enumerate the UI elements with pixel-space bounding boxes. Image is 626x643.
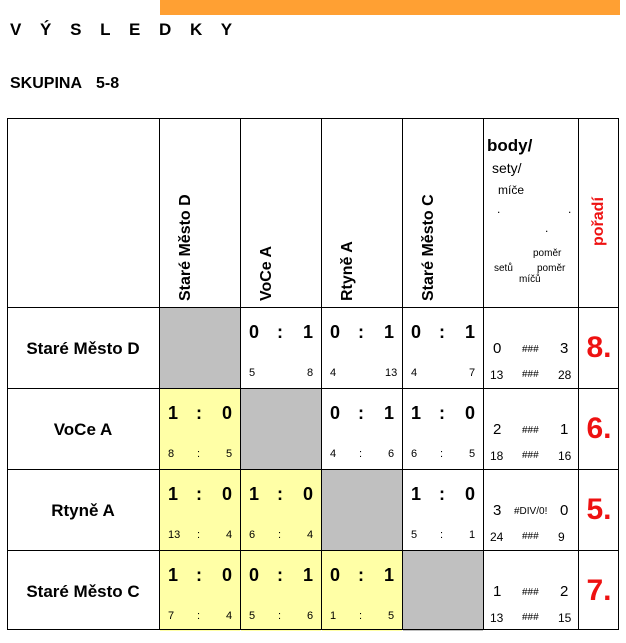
score-home: 0 — [330, 403, 341, 423]
legend-balls: míče — [498, 183, 525, 197]
set-score-home: 5 — [411, 529, 418, 541]
team-name: VoCe A — [53, 419, 113, 439]
score-away: 1 — [384, 565, 395, 585]
rank-value: 7. — [586, 574, 612, 607]
grid-line-horizontal — [7, 118, 619, 119]
group-label: SKUPINA — [10, 75, 83, 92]
sets-value: 3 — [560, 340, 569, 357]
set-score-separator: : — [197, 610, 201, 622]
score-separator: : — [358, 565, 364, 585]
score-separator: : — [439, 403, 445, 423]
grid-line-vertical — [159, 118, 160, 630]
ratio-value: 9 — [558, 530, 565, 544]
set-score-home: 8 — [168, 448, 175, 460]
score-away: 0 — [303, 484, 314, 504]
score-cell — [403, 470, 483, 550]
set-score-away: 5 — [388, 610, 395, 622]
balls-value: 13 — [490, 368, 504, 382]
sets-value: 1 — [560, 421, 569, 438]
score-away: 1 — [384, 322, 395, 342]
legend-ball-ratio-2: míčů — [519, 274, 541, 285]
score-away: 1 — [303, 322, 314, 342]
page-title: V Ý S L E D K Y — [10, 20, 240, 39]
rank-header — [579, 118, 619, 307]
grid-line-horizontal — [7, 469, 619, 470]
legend-header — [484, 118, 578, 307]
ratio-value: 15 — [558, 611, 572, 625]
set-score-home: 1 — [330, 610, 337, 622]
points-hash: ### — [522, 587, 539, 598]
score-home: 0 — [249, 565, 260, 585]
set-score-home: 5 — [249, 367, 256, 379]
balls-hash: ### — [522, 450, 539, 461]
score-separator: : — [277, 484, 283, 504]
score-away: 1 — [384, 403, 395, 423]
grid-line-vertical — [321, 118, 322, 630]
set-score-home: 4 — [330, 448, 337, 460]
score-cell — [160, 551, 240, 631]
score-away: 0 — [222, 403, 233, 423]
set-score-away: 7 — [469, 367, 476, 379]
grid-line-vertical — [7, 118, 8, 630]
column-header — [322, 118, 403, 307]
score-away: 0 — [222, 565, 233, 585]
points-hash: ### — [522, 344, 539, 355]
set-score-away: 4 — [226, 610, 233, 622]
balls-value: 18 — [490, 449, 504, 463]
set-score-away: 4 — [226, 529, 233, 541]
points-hash: #DIV/0! — [514, 506, 548, 517]
accent-bar — [160, 0, 620, 15]
score-away: 1 — [303, 565, 314, 585]
score-separator: : — [196, 565, 202, 585]
balls-value: 13 — [490, 611, 504, 625]
team-name: Staré Město C — [26, 581, 140, 601]
score-separator: : — [358, 403, 364, 423]
set-score-away: 5 — [226, 448, 233, 460]
score-home: 0 — [411, 322, 422, 342]
score-away: 0 — [465, 484, 476, 504]
sets-value: 2 — [560, 583, 569, 600]
score-separator: : — [277, 565, 283, 585]
ratio-value: 28 — [558, 368, 572, 382]
score-cell — [403, 308, 483, 388]
column-header-text: VoCe A — [258, 245, 275, 301]
set-score-home: 7 — [168, 610, 175, 622]
ratio-value: 16 — [558, 449, 572, 463]
set-score-separator: : — [278, 529, 282, 541]
rank-header-text: pořadí — [590, 197, 607, 246]
set-score-away: 4 — [307, 529, 314, 541]
legend-dot-2: . — [568, 202, 572, 216]
points-value: 3 — [493, 502, 502, 519]
score-separator: : — [439, 484, 445, 504]
diagonal-cell — [403, 551, 483, 631]
score-separator: : — [439, 322, 445, 342]
grid-line-horizontal — [7, 550, 619, 551]
score-cell — [241, 551, 321, 631]
grid-line-horizontal — [7, 388, 619, 389]
score-cell — [160, 389, 240, 469]
points-value: 1 — [493, 583, 502, 600]
legend-dot-3: . — [545, 221, 549, 235]
balls-hash: ### — [522, 531, 539, 542]
score-cell — [403, 389, 483, 469]
group-heading — [10, 75, 119, 93]
set-score-away: 8 — [307, 367, 314, 379]
results-table — [7, 118, 619, 630]
score-home: 1 — [411, 403, 422, 423]
score-cell — [322, 308, 402, 388]
score-cell — [241, 470, 321, 550]
set-score-separator: : — [359, 448, 363, 460]
legend-ball-ratio: poměr — [537, 263, 566, 274]
score-away: 0 — [222, 484, 233, 504]
score-cell — [160, 470, 240, 550]
set-score-home: 6 — [249, 529, 256, 541]
score-home: 0 — [330, 565, 341, 585]
diagonal-cell — [322, 470, 402, 550]
diagonal-cell — [241, 389, 321, 469]
points-value: 0 — [493, 340, 502, 357]
set-score-home: 4 — [330, 367, 337, 379]
score-separator: : — [277, 322, 283, 342]
set-score-home: 13 — [168, 529, 181, 541]
legend-sets: sety/ — [492, 160, 522, 176]
column-header-text: Staré Město C — [420, 194, 437, 301]
grid-line-horizontal — [7, 307, 619, 308]
balls-value: 24 — [490, 530, 504, 544]
grid-line-horizontal — [7, 629, 619, 630]
points-value: 2 — [493, 421, 502, 438]
legend-set-ratio: poměr — [533, 248, 562, 259]
set-score-separator: : — [440, 448, 444, 460]
points-cell — [484, 308, 578, 388]
set-score-separator: : — [359, 610, 363, 622]
score-cell — [241, 308, 321, 388]
score-cell — [322, 551, 402, 631]
score-away: 1 — [465, 322, 476, 342]
legend-set-ratio-2: setů — [494, 263, 513, 274]
set-score-home: 5 — [249, 610, 256, 622]
rank-value: 5. — [586, 493, 612, 526]
points-hash: ### — [522, 425, 539, 436]
points-cell — [484, 389, 578, 469]
set-score-separator: : — [278, 610, 282, 622]
set-score-home: 4 — [411, 367, 418, 379]
rank-value: 8. — [586, 331, 612, 364]
score-separator: : — [196, 484, 202, 504]
set-score-home: 6 — [411, 448, 418, 460]
balls-hash: ### — [522, 369, 539, 380]
rank-value: 6. — [586, 412, 612, 445]
score-home: 0 — [330, 322, 341, 342]
balls-hash: ### — [522, 612, 539, 623]
set-score-separator: : — [440, 529, 444, 541]
points-cell — [484, 470, 578, 550]
legend-dot-1: . — [497, 202, 501, 216]
column-header — [403, 118, 484, 307]
score-home: 1 — [168, 565, 179, 585]
score-separator: : — [358, 322, 364, 342]
grid-line-vertical — [240, 118, 241, 630]
set-score-away: 1 — [469, 529, 476, 541]
diagonal-cell — [160, 308, 240, 388]
score-home: 1 — [249, 484, 260, 504]
points-cell — [484, 551, 578, 631]
team-name: Staré Město D — [26, 338, 140, 358]
grid-line-vertical — [483, 118, 484, 630]
set-score-away: 6 — [388, 448, 395, 460]
score-home: 0 — [249, 322, 260, 342]
set-score-separator: : — [197, 529, 201, 541]
column-header — [160, 118, 241, 307]
column-header-text: Staré Město D — [177, 194, 194, 301]
grid-line-vertical — [618, 118, 619, 630]
score-cell — [322, 389, 402, 469]
sets-value: 0 — [560, 502, 569, 519]
score-home: 1 — [168, 403, 179, 423]
group-number: 5-8 — [96, 75, 120, 92]
score-away: 0 — [465, 403, 476, 423]
set-score-separator: : — [197, 448, 201, 460]
set-score-away: 5 — [469, 448, 476, 460]
grid-line-vertical — [578, 118, 579, 630]
grid-line-vertical — [402, 118, 403, 630]
score-separator: : — [196, 403, 202, 423]
set-score-away: 13 — [385, 367, 398, 379]
team-name: Rtyně A — [51, 500, 115, 520]
score-home: 1 — [168, 484, 179, 504]
legend-points: body/ — [487, 136, 533, 155]
score-home: 1 — [411, 484, 422, 504]
column-header — [241, 118, 322, 307]
column-header-text: Rtyně A — [339, 241, 356, 301]
set-score-away: 6 — [307, 610, 314, 622]
